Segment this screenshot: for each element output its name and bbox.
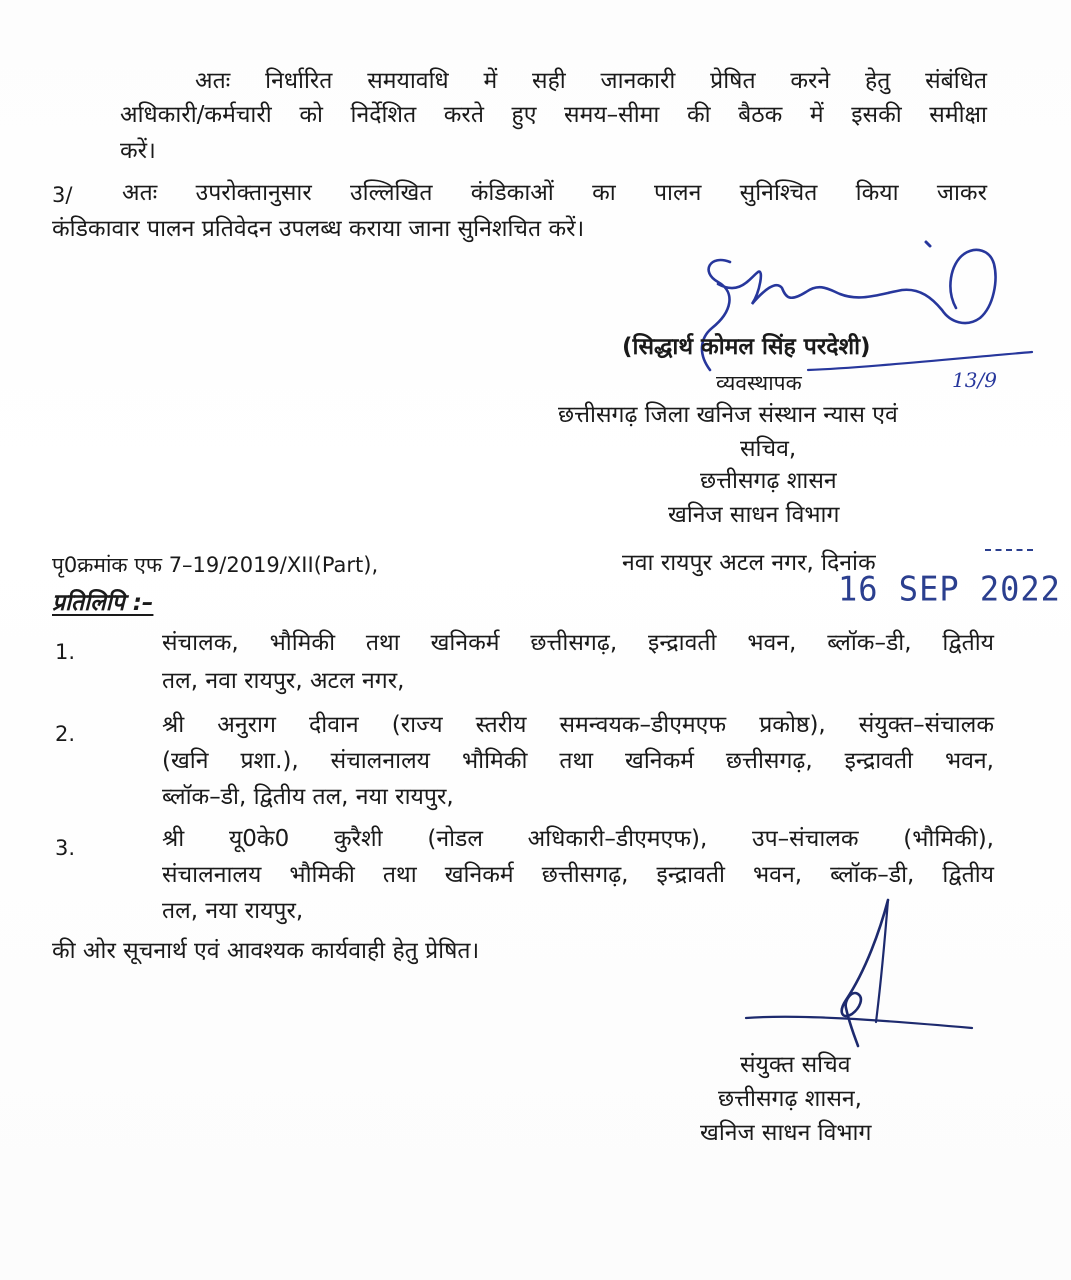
stamp-dash: [985, 549, 1033, 551]
handwritten-number: 13/9: [952, 368, 997, 392]
reference-place-date: नवा रायपुर अटल नगर, दिनांक: [622, 550, 876, 576]
date-stamp: 16 SEP 2022: [838, 569, 1061, 609]
reference-number: पृ0क्रमांक एफ 7–19/2019/XII(Part),: [52, 553, 379, 577]
copy-1-line-1: संचालक, भौमिकी तथा खनिकर्म छत्तीसगढ़, इन्द्रावती भवन, ब्लॉक–डी, द्वितीय: [162, 630, 994, 656]
para-a-line-1: अतः निर्धारित समयावधि में सही जानकारी प्रेषित करने हेतु संबंधित: [195, 68, 987, 94]
signatory-1-name: (सिद्धार्थ कोमल सिंह परदेशी): [622, 334, 871, 360]
copy-heading: प्रतिलिपि :–: [52, 590, 154, 616]
para-a-line-2: अधिकारी/कर्मचारी को निर्देशित करते हुए समय–सीमा की बैठक में इसकी समीक्षा: [120, 102, 987, 128]
signatory-1-title: सचिव,: [740, 436, 797, 462]
copy-2-line-3: ब्लॉक–डी, द्वितीय तल, नया रायपुर,: [162, 784, 454, 810]
para-3-number: 3/: [52, 183, 73, 207]
copy-3-line-1: श्री यू0के0 कुरैशी (नोडल अधिकारी–डीएमएफ), उप–संचालक (भौमिकी),: [162, 826, 994, 852]
para-3-line-2: कंडिकावार पालन प्रतिवेदन उपलब्ध कराया जाना सुनिशचित करें।: [52, 216, 585, 242]
signatory-2-title: संयुक्त सचिव: [740, 1052, 851, 1078]
signature-2: [740, 890, 980, 1050]
copy-2-line-1: श्री अनुराग दीवान (राज्य स्तरीय समन्वयक–डीएमएफ प्रकोष्ठ), संयुक्त–संचालक: [162, 712, 994, 738]
copy-1-line-2: तल, नवा रायपुर, अटल नगर,: [162, 668, 405, 694]
signatory-2-dept: खनिज साधन विभाग: [700, 1120, 872, 1146]
copy-1-number: 1.: [55, 640, 76, 664]
signatory-1-designation: व्यवस्थापक: [716, 371, 802, 395]
signatory-1-org: छत्तीसगढ़ जिला खनिज संस्थान न्यास एवं: [558, 402, 898, 428]
copy-3-number: 3.: [55, 836, 76, 860]
copy-2-number: 2.: [55, 722, 76, 746]
signatory-1-govt: छत्तीसगढ़ शासन: [700, 468, 837, 494]
copy-3-line-2: संचालनालय भौमिकी तथा खनिकर्म छत्तीसगढ़, इन्द्रावती भवन, ब्लॉक–डी, द्वितीय: [162, 862, 994, 888]
signatory-2-govt: छत्तीसगढ़ शासन,: [718, 1086, 862, 1112]
closing-line: की ओर सूचनार्थ एवं आवश्यक कार्यवाही हेतु प्रेषित।: [52, 938, 480, 964]
signatory-1-dept: खनिज साधन विभाग: [668, 502, 840, 528]
para-3-line-1: अतः उपरोक्तानुसार उल्लिखित कंडिकाओं का पालन सुनिश्चित किया जाकर: [122, 180, 987, 206]
copy-3-line-3: तल, नया रायपुर,: [162, 898, 304, 924]
para-a-line-3: करें।: [120, 138, 156, 164]
copy-2-line-2: (खनि प्रशा.), संचालनालय भौमिकी तथा खनिकर्म छत्तीसगढ़, इन्द्रावती भवन,: [162, 748, 994, 774]
